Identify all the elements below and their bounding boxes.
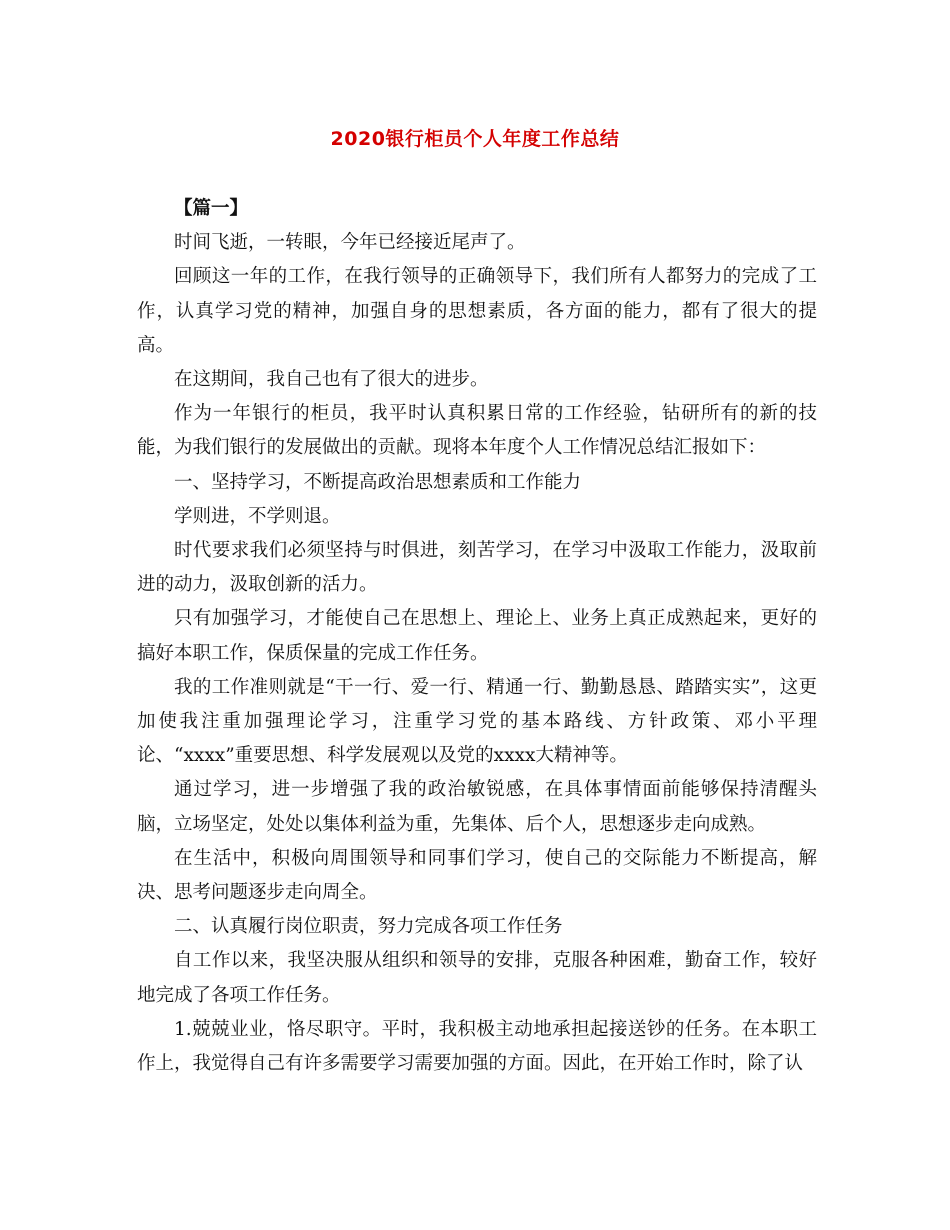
document-body — [137, 192, 817, 1081]
paragraph: 作为一年银行的柜员，我平时认真积累日常的工作经验，钻研所有的新的技能，为我们银行的发展做出的贡献。现将本年度个人工作情况总结汇报如下： — [137, 403, 817, 459]
paragraph: 时代要求我们必须坚持与时俱进，刻苦学习，在学习中汲取工作能力，汲取前进的动力，汲取创新的活力。 — [137, 540, 817, 596]
paragraph: 我的工作准则就是“干一行、爱一行、精通一行、勤勤恳恳、踏踏实实”，这更加使我注重加强理论学习，注重学习党的基本路线、方针政策、邓小平理论、“xxxx”重要思想、科学发展观以及党的xxxx大精神等。 — [137, 676, 817, 767]
section-label: 【篇一】 — [174, 198, 249, 219]
paragraph: 1.兢兢业业，恪尽职守。平时，我积极主动地承担起接送钞的任务。在本职工作上，我觉得自己有许多需要学习需要加强的方面。因此，在开始工作时，除了认 — [137, 1018, 817, 1075]
paragraph: 通过学习，进一步增强了我的政治敏锐感，在具体事情面前能够保持清醒头脑，立场坚定，处处以集体利益为重，先集体、后个人，思想逐步走向成熟。 — [137, 779, 817, 835]
paragraph: 学则进，不学则退。 — [174, 505, 341, 527]
paragraph: 回顾这一年的工作，在我行领导的正确领导下，我们所有人都努力的完成了工作，认真学习党的精神，加强自身的思想素质，各方面的能力，都有了很大的提高。 — [137, 266, 817, 356]
document-title: 2020银行柜员个人年度工作总结 — [330, 128, 620, 150]
section-heading: 二、认真履行岗位职责，努力完成各项工作任务 — [174, 916, 563, 938]
paragraph: 自工作以来，我坚决服从组织和领导的安排，克服各种困难，勤奋工作，较好地完成了各项工作任务。 — [137, 950, 817, 1006]
paragraph: 在生活中，积极向周围领导和同事们学习，使自己的交际能力不断提高，解决、思考问题逐步走向周全。 — [137, 847, 817, 904]
paragraph: 时间飞逝，一转眼，今年已经接近尾声了。 — [174, 232, 526, 254]
paragraph: 在这期间，我自己也有了很大的进步。 — [174, 369, 489, 391]
paragraph: 只有加强学习，才能使自己在思想上、理论上、业务上真正成熟起来，更好的搞好本职工作，保质保量的完成工作任务。 — [137, 608, 817, 664]
section-heading: 一、坚持学习，不断提高政治思想素质和工作能力 — [174, 471, 582, 493]
